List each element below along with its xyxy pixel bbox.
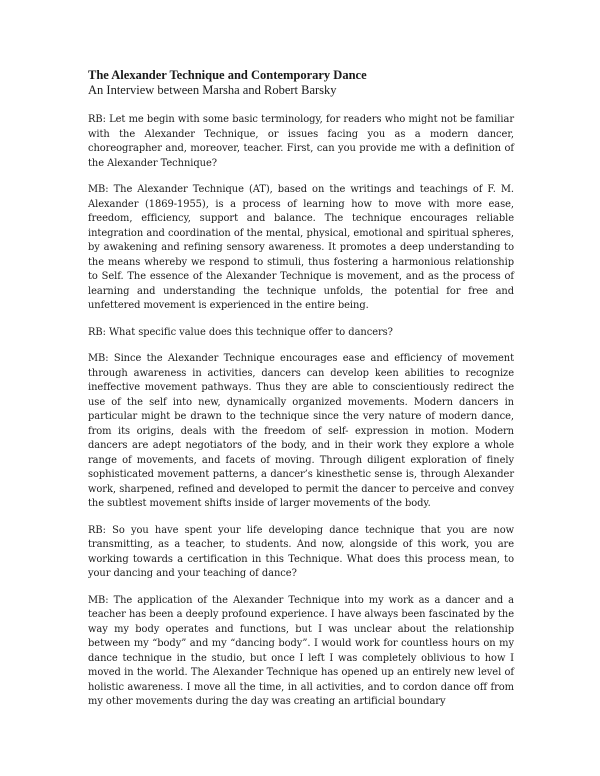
document-subtitle: An Interview between Marsha and Robert Barsky bbox=[88, 83, 337, 97]
paragraph-2: MB: The Alexander Technique (AT), based on the writings and teachings of F. M. Alexander (1869-1955), is a process of learning how to move with more ease, freedom, efficiency, support and balance. The technique encourages reliable integration and coordination of the mental, physical, emotional and spiritual spheres, by awakening and refining sensory awareness. It promotes a deep understanding to the means whereby we respond to stimuli, thus fostering a harmonious relationship to Self. The essence of the Alexander Technique is movement, and as the process of learning and understanding the technique unfolds, the potential for free and unfettered movement is experienced in the entire being. bbox=[88, 184, 514, 311]
paragraph-6: MB: The application of the Alexander Technique into my work as a dancer and a teacher has been a deeply profound experience. I have always been fascinated by the way my body operates and functions, but I was unclear about the relationship between my “body” and my “dancing body”. I would work for countless hours on my dance technique in the studio, but once I left I was completely oblivious to how I moved in the world. The Alexander Technique has opened up an entirely new level of holistic awareness. I move all the time, in all activities, and to cordon dance off from my other movements during the day was creating an artificial boundary bbox=[88, 594, 514, 707]
document-title: The Alexander Technique and Contemporary Dance bbox=[88, 68, 367, 82]
paragraph-3: RB: What specific value does this technique offer to dancers? bbox=[88, 326, 393, 338]
paragraph-4: MB: Since the Alexander Technique encourages ease and efficiency of movement through awareness in activities, dancers can develop keen abilities to recognize ineffective movement pathways. Thus they are able to conscientiously redirect the use of the self into new, dynamically organized movements. Modern dancers in particular might be drawn to the technique since the very nature of modern dance, from its origins, deals with the freedom of self- expression in motion. Modern dancers are adept negotiators of the body, and in their work they explore a whole range of movements, and facets of moving. Through diligent exploration of finely sophisticated movement patterns, a dancer’s kinesthetic sense is, through Alexander work, sharpened, refined and developed to permit the dancer to perceive and convey the subtlest movement shifts inside of larger movements of the body. bbox=[88, 353, 514, 509]
document-page bbox=[88, 68, 514, 722]
paragraph-1: RB: Let me begin with some basic terminology, for readers who might not be familiar with the Alexander Technique, or issues facing you as a modern dancer, choreographer and, moreover, teacher. First, can you provide me with a definition of the Alexander Technique? bbox=[88, 114, 514, 169]
paragraph-5: RB: So you have spent your life developing dance technique that you are now transmitting, as a teacher, to students. And now, alongside of this work, you are working towards a certification in this Technique. What does this process mean, to your dancing and your teaching of dance? bbox=[88, 524, 514, 579]
